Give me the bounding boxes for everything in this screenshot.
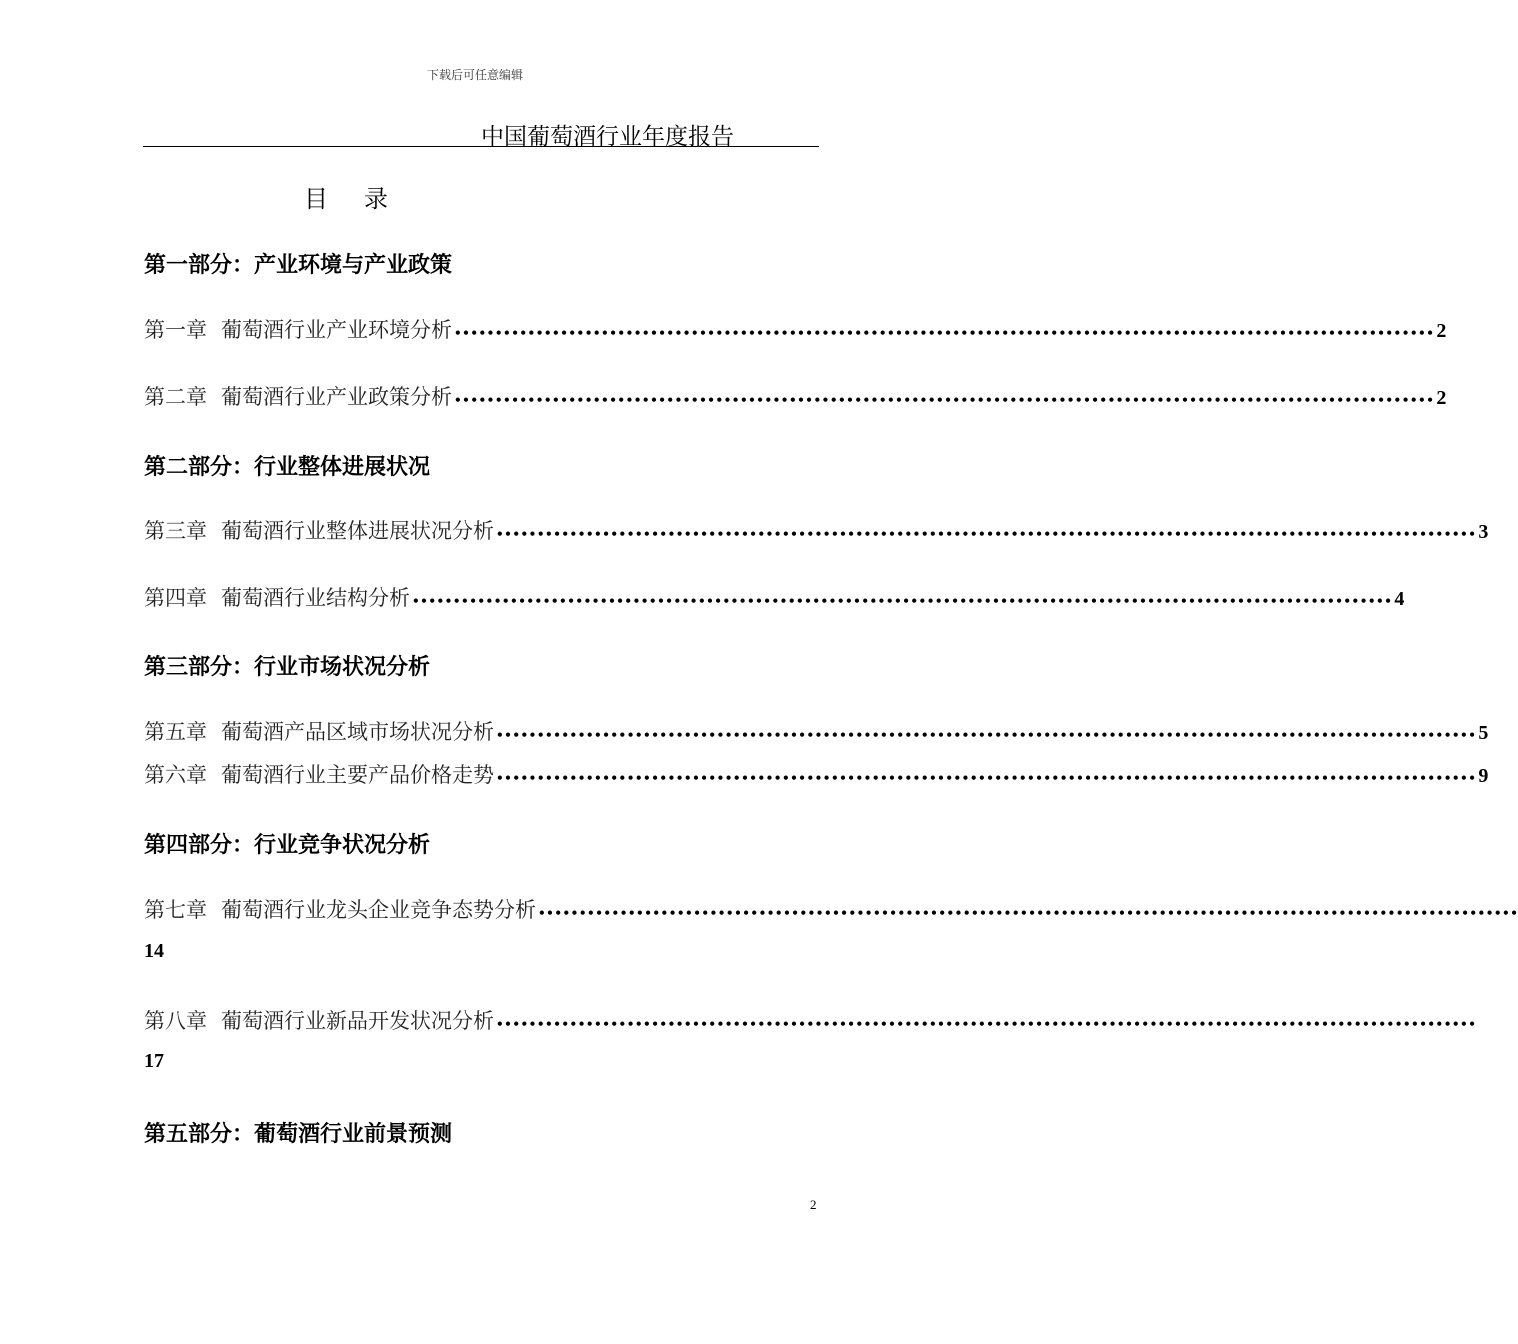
chapter-page-number: 3 xyxy=(1478,521,1489,543)
toc-entry-chapter-5[interactable] xyxy=(144,716,1489,748)
toc-entry-chapter-7[interactable] xyxy=(144,894,1518,926)
page-number: 2 xyxy=(810,1197,817,1212)
chapter-number: 第五章 xyxy=(144,720,207,744)
chapter-page-number: 2 xyxy=(1436,387,1447,409)
dot-leader: •••••••••••••••••••••••••••••••••••••••••••••••••••••••••••••••••••••••••••••••••••••••••••••••••••••••••••••••••••••••• xyxy=(412,594,1393,608)
dot-leader: •••••••••••••••••••••••••••••••••••••••••••••••••••••••••••••••••••••••••••••••••••••••••••••••••••••••••••••••••••••••• xyxy=(454,326,1435,340)
toc-heading: 目录 xyxy=(304,185,424,213)
toc-entry-chapter-3[interactable] xyxy=(144,515,1489,547)
dot-leader: •••••••••••••••••••••••••••••••••••••••••••••••••••••••••••••••••••••••••••••••••••••••••••••••••••••••••••••••••••••••• xyxy=(496,527,1477,541)
chapter-number: 第七章 xyxy=(144,898,207,922)
chapter-number: 第六章 xyxy=(144,763,207,787)
chapter-number: 第一章 xyxy=(144,318,207,342)
chapter-title: 葡萄酒产品区域市场状况分析 xyxy=(221,720,494,744)
chapter-page-number: 14 xyxy=(144,940,164,962)
chapter-page-number: 5 xyxy=(1478,722,1489,744)
toc-part-1: 第一部分：产业环境与产业政策 xyxy=(144,253,453,278)
chapter-title: 葡萄酒行业主要产品价格走势 xyxy=(221,763,494,787)
chapter-page-number: 9 xyxy=(1478,765,1489,787)
chapter-number: 第二章 xyxy=(144,385,207,409)
dot-leader: •••••••••••••••••••••••••••••••••••••••••••••••••••••••••••••••••••••••••••••••••••••••••••••••••••••••••••••••••••••••• xyxy=(496,728,1477,742)
chapter-number: 第八章 xyxy=(144,1009,207,1033)
watermark-text: 下载后可任意编辑 xyxy=(426,68,523,82)
running-header-title: 中国葡萄酒行业年度报告 xyxy=(481,124,734,150)
dot-leader: •••••••••••••••••••••••••••••••••••••••••••••••••••••••••••••••••••••••••••••••••••••••••••••••••••••••••••••••••••••••• xyxy=(496,1017,1477,1031)
dot-leader: •••••••••••••••••••••••••••••••••••••••••••••••••••••••••••••••••••••••••••••••••••••••••••••••••••••••••••••••••••••••• xyxy=(454,393,1435,407)
chapter-title: 葡萄酒行业结构分析 xyxy=(221,586,410,610)
chapter-title: 葡萄酒行业产业环境分析 xyxy=(221,318,452,342)
chapter-number: 第四章 xyxy=(144,586,207,610)
chapter-number: 第三章 xyxy=(144,519,207,543)
toc-part-2: 第二部分：行业整体进展状况 xyxy=(144,455,431,480)
dot-leader: •••••••••••••••••••••••••••••••••••••••••••••••••••••••••••••••••••••••••••••••••••••••••••••••••••••••••••••••••••••••• xyxy=(538,906,1518,920)
chapter-title: 葡萄酒行业新品开发状况分析 xyxy=(221,1009,494,1033)
header-divider xyxy=(143,146,819,147)
chapter-page-number: 2 xyxy=(1436,320,1447,342)
toc-entry-chapter-2[interactable] xyxy=(144,381,1447,413)
toc-entry-chapter-6[interactable] xyxy=(144,759,1489,791)
toc-entry-chapter-8[interactable] xyxy=(144,1005,1477,1037)
toc-entry-chapter-4[interactable] xyxy=(144,582,1405,614)
chapter-page-number: 4 xyxy=(1394,588,1405,610)
chapter-title: 葡萄酒行业整体进展状况分析 xyxy=(221,519,494,543)
chapter-page-number: 17 xyxy=(144,1050,164,1072)
dot-leader: •••••••••••••••••••••••••••••••••••••••••••••••••••••••••••••••••••••••••••••••••••••••••••••••••••••••••••••••••••••••• xyxy=(496,771,1477,785)
chapter-title: 葡萄酒行业龙头企业竞争态势分析 xyxy=(221,898,536,922)
toc-part-4: 第四部分：行业竞争状况分析 xyxy=(144,833,431,858)
toc-part-5: 第五部分：葡萄酒行业前景预测 xyxy=(144,1122,453,1147)
chapter-title: 葡萄酒行业产业政策分析 xyxy=(221,385,452,409)
toc-part-3: 第三部分：行业市场状况分析 xyxy=(144,655,431,680)
toc-entry-chapter-1[interactable] xyxy=(144,314,1447,346)
